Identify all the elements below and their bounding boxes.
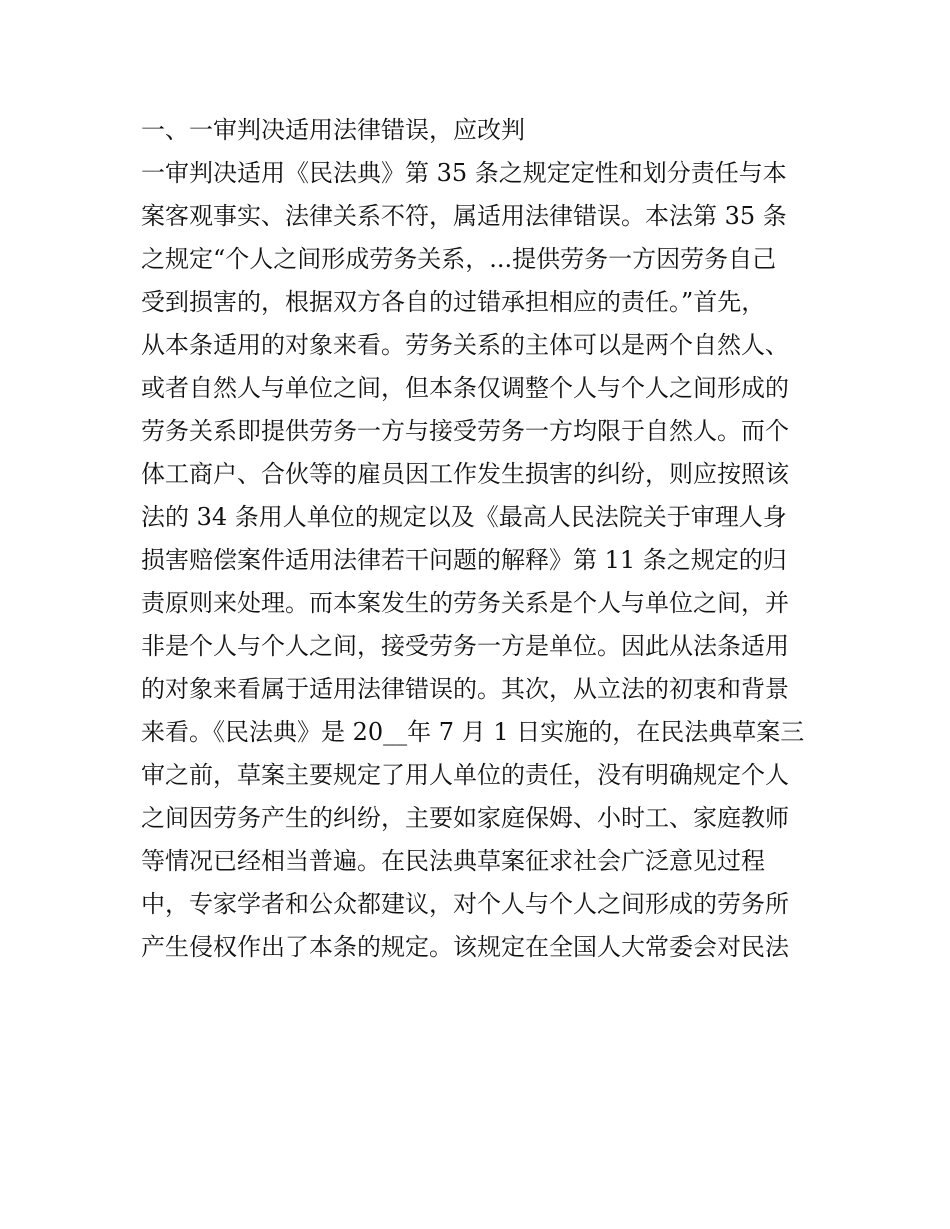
paragraph-line: 损害赔偿案件适用法律若干问题的解释》第 11 条之规定的归 [141, 546, 787, 574]
paragraph-line: 之规定“个人之间形成劳务关系，...提供劳务一方因劳务自己 [141, 245, 777, 273]
paragraph-line: 之间因劳务产生的纠纷，主要如家庭保姆、小时工、家庭教师 [141, 804, 789, 832]
paragraph-line: 法的 34 条用人单位的规定以及《最高人民法院关于审理人身 [141, 503, 787, 531]
paragraph-line: 等情况已经相当普遍。在民法典草案征求社会广泛意见过程 [141, 847, 765, 875]
paragraph-line: 非是个人与个人之间，接受劳务一方是单位。因此从法条适用 [141, 632, 789, 660]
paragraph-line: 的对象来看属于适用法律错误的。其次，从立法的初衷和背景 [141, 675, 789, 703]
paragraph-line: 体工商户、合伙等的雇员因工作发生损害的纠纷，则应按照该 [141, 460, 789, 488]
paragraph-line: 劳务关系即提供劳务一方与接受劳务一方均限于自然人。而个 [141, 417, 789, 445]
paragraph-line: 或者自然人与单位之间，但本条仅调整个人与个人之间形成的 [141, 374, 789, 402]
paragraph-line: 一审判决适用《民法典》第 35 条之规定定性和划分责任与本 [141, 159, 787, 187]
paragraph-line: 从本条适用的对象来看。劳务关系的主体可以是两个自然人、 [141, 331, 789, 359]
paragraph-line: 产生侵权作出了本条的规定。该规定在全国人大常委会对民法 [141, 933, 789, 961]
paragraph-line: 来看。《民法典》是 20__年 7 月 1 日实施的，在民法典草案三 [141, 718, 805, 746]
paragraph-line: 案客观事实、法律关系不符，属适用法律错误。本法第 35 条 [141, 202, 787, 230]
paragraph-line: 审之前，草案主要规定了用人单位的责任，没有明确规定个人 [141, 761, 789, 789]
section-heading: 一、一审判决适用法律错误，应改判 [141, 116, 525, 144]
document-body [141, 109, 821, 969]
paragraph-line: 受到损害的，根据双方各自的过错承担相应的责任。”首先， [141, 288, 766, 316]
paragraph-line: 责原则来处理。而本案发生的劳务关系是个人与单位之间，并 [141, 589, 789, 617]
paragraph-line: 中，专家学者和公众都建议，对个人与个人之间形成的劳务所 [141, 890, 789, 918]
